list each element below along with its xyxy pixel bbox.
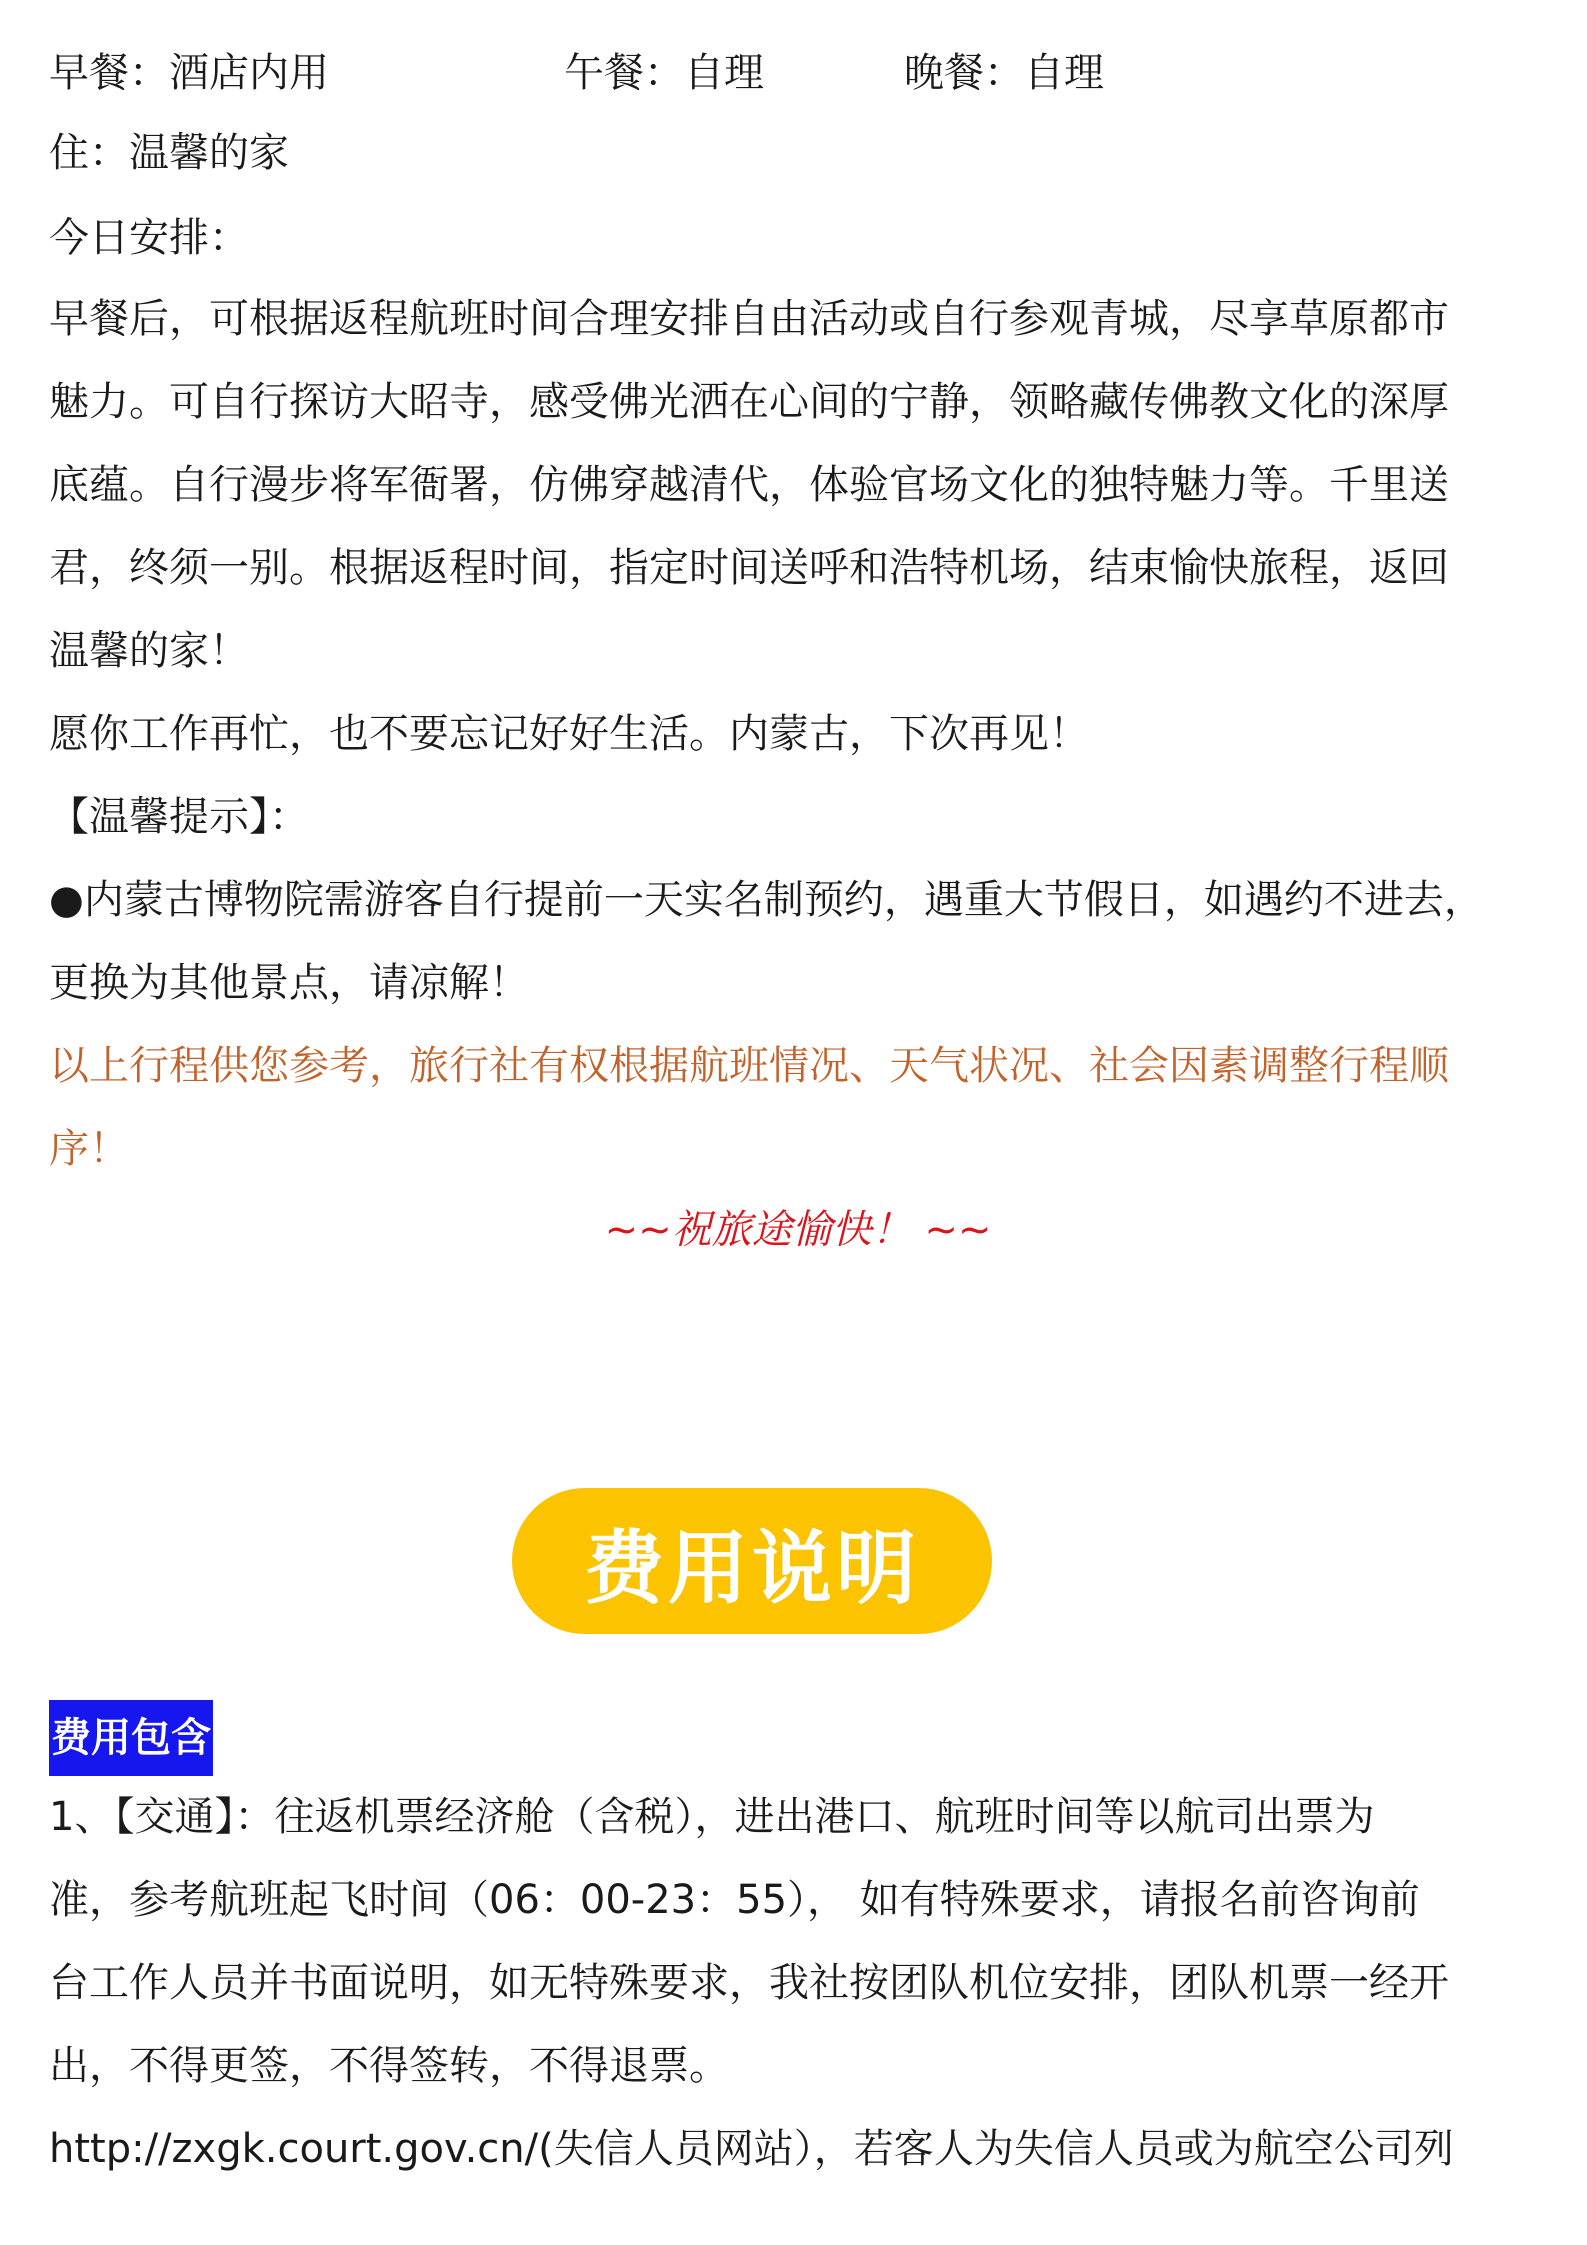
- bon-voyage: ~~祝旅途愉快！ ~~: [604, 1207, 992, 1253]
- cost-line: 台工作人员并书面说明，如无特殊要求，我社按团队机位安排，团队机票一经开: [49, 1960, 1449, 2006]
- arrangement-line: 底蕴。自行漫步将军衙署，仿佛穿越清代，体验官场文化的独特魅力等。千里送: [49, 462, 1449, 508]
- today-label: 今日安排：: [49, 215, 249, 261]
- cost-section-banner: [512, 1488, 992, 1634]
- meals-row: [49, 38, 1547, 108]
- section-title: 费用说明: [584, 1520, 920, 1615]
- arrangement-line: 魅力。可自行探访大昭寺，感受佛光洒在心间的宁静，领略藏传佛教文化的深厚: [49, 379, 1449, 425]
- cost-included-tag: 费用包含: [49, 1700, 213, 1776]
- lunch-info: 午餐：自理: [564, 50, 764, 96]
- itinerary-day: [49, 38, 1547, 1265]
- cost-line: 出，不得更签，不得签转，不得退票。: [49, 2043, 729, 2089]
- notice-line: 以上行程供您参考，旅行社有权根据航班情况、天气状况、社会因素调整行程顺: [49, 1043, 1449, 1089]
- dinner-info: 晚餐：自理: [904, 50, 1104, 96]
- breakfast-info: 早餐：酒店内用: [49, 50, 329, 96]
- farewell-text: 愿你工作再忙，也不要忘记好好生活。内蒙古，下次再见！: [49, 711, 1089, 757]
- cost-line: 准，参考航班起飞时间（06：00-23：55）， 如有特殊要求，请报名前咨询前: [49, 1877, 1420, 1923]
- cost-line: http://zxgk.court.gov.cn/(失信人员网站），若客人为失信人员或为航空公司列: [49, 2126, 1454, 2172]
- arrangement-line: 君，终须一别。根据返程时间，指定时间送呼和浩特机场，结束愉快旅程，返回: [49, 545, 1449, 591]
- notice-line: 序！: [49, 1126, 129, 1172]
- arrangement-line: 早餐后，可根据返程航班时间合理安排自由活动或自行参观青城，尽享草原都市: [49, 296, 1449, 342]
- cost-included-block: [49, 1700, 1547, 2191]
- cost-line: 1、【交通】：往返机票经济舱（含税），进出港口、航班时间等以航司出票为: [49, 1794, 1375, 1840]
- stay-info: 住：温馨的家: [49, 130, 289, 176]
- tip-line: 更换为其他景点，请凉解！: [49, 960, 529, 1006]
- tips-label: 【温馨提示】：: [49, 794, 309, 840]
- tip-line: ●内蒙古博物院需游客自行提前一天实名制预约，遇重大节假日，如遇约不进去，: [49, 877, 1484, 923]
- arrangement-line: 温馨的家！: [49, 628, 249, 674]
